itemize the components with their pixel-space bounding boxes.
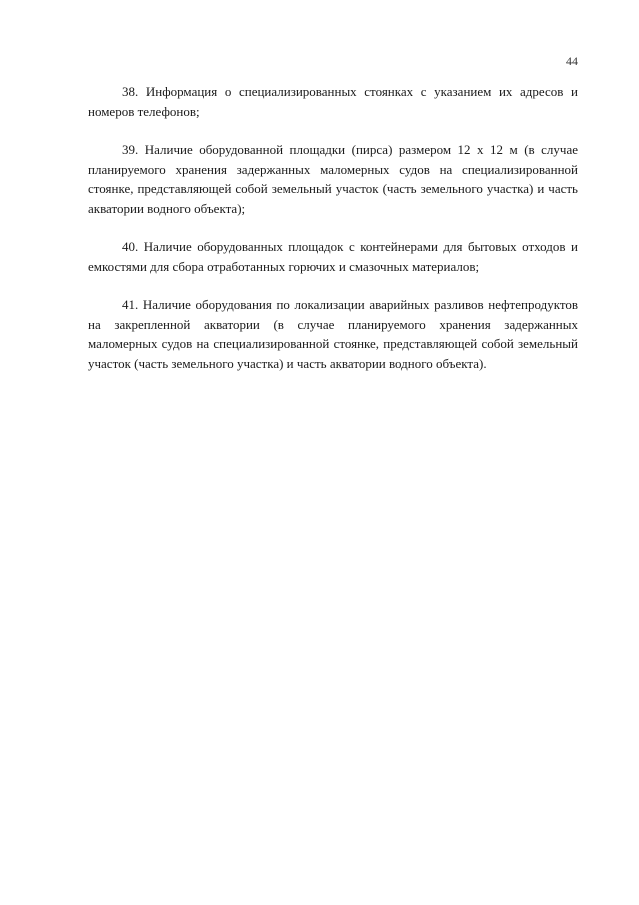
page-number: 44 <box>566 54 578 68</box>
paragraph-38: 38. Информация о специализированных стоянках с указанием их адресов и номеров телефонов; <box>88 84 578 119</box>
paragraph-41: 41. Наличие оборудования по локализации аварийных разливов нефтепродуктов на закрепленной акватории (в случае планируемого хранения задержанных маломерных судов на специализированной стоянке, представляющей собой земельный участок (часть земельного участка) и часть акватории водного объекта). <box>88 297 578 371</box>
paragraph-40: 40. Наличие оборудованных площадок с контейнерами для бытовых отходов и емкостями для сбора отработанных горючих и смазочных материалов; <box>88 239 578 274</box>
paragraph-39: 39. Наличие оборудованной площадки (пирса) размером 12 х 12 м (в случае планируемого хранения задержанных маломерных судов на специализированной стоянке, представляющей собой земельный участок (часть земельного участка) и часть акватории водного объекта); <box>88 142 578 216</box>
document-body <box>88 82 578 392</box>
